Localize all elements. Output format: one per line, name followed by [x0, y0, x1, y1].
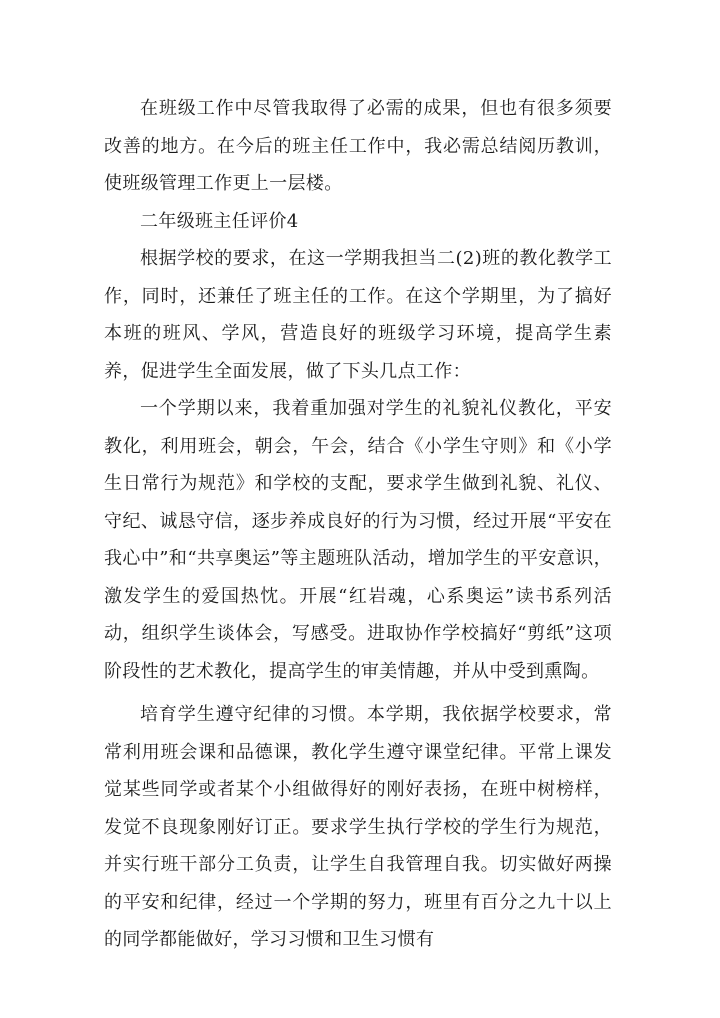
- paragraph-introduction: 根据学校的要求，在这一学期我担当二(2)班的教化教学工作，同时，还兼任了班主任的工作。在这个学期里，为了搞好本班的班风、学风，营造良好的班级学习环境，提高学生素养，促进学生全面发展，做了下头几点工作：: [104, 248, 612, 382]
- section-heading: 二年级班主任评价4: [140, 210, 299, 232]
- paragraph-etiquette-education: 一个学期以来，我着重加强对学生的礼貌礼仪教化，平安教化，利用班会，朝会，午会，结合《小学生守则》和《小学生日常行为规范》和学校的支配，要求学生做到礼貌、礼仪、守纪、诚恳守信，逐步养成良好的行为习惯，经过开展“平安在我心中”和“共享奥运”等主题班队活动，增加学生的平安意识，激发学生的爱国热忱。开展“红岩魂，心系奥运”读书系列活动，组织学生谈体会，写感受。进取协作学校搞好“剪纸”这项阶段性的艺术教化，提高学生的审美情趣，并从中受到熏陶。: [104, 398, 612, 682]
- paragraph-discipline-habits: 培育学生遵守纪律的习惯。本学期，我依据学校要求，常常利用班会课和品德课，教化学生遵守课堂纪律。平常上课发觉某些同学或者某个小组做得好的刚好表扬，在班中树榜样，发觉不良现象刚好订正。要求学生执行学校的学生行为规范，并实行班干部分工负责，让学生自我管理自我。切实做好两操的平安和纪律，经过一个学期的努力，班里有百分之九十以上的同学都能做好，学习习惯和卫生习惯有: [104, 704, 612, 950]
- paragraph-closing-summary: 在班级工作中尽管我取得了必需的成果，但也有很多须要改善的地方。在今后的班主任工作中，我必需总结阅历教训，使班级管理工作更上一层楼。: [104, 98, 612, 194]
- document-body: [104, 90, 612, 959]
